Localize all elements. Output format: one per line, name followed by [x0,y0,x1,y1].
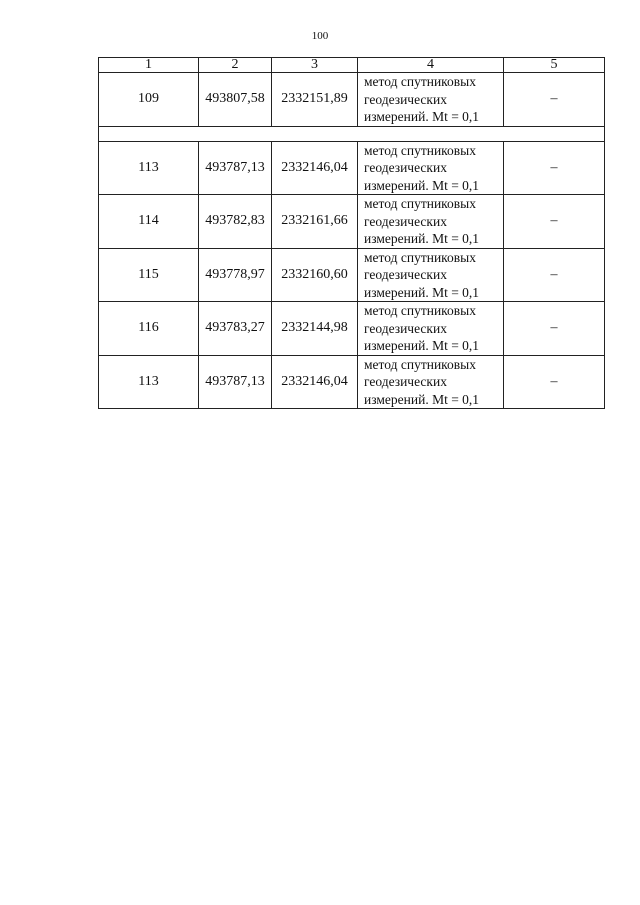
method-line: геодезических [364,374,447,389]
page-number: 100 [311,30,329,42]
note-cell: – [504,248,605,302]
empty-separator-row [99,126,605,141]
x-coordinate-cell: 493787,13 [199,141,272,195]
table-row [99,355,605,409]
method-cell [358,248,504,302]
method-cell [358,195,504,249]
method-line: измерений. Mt = 0,1 [364,391,480,407]
column-header: 4 [358,58,504,73]
method-line: геодезических [364,213,447,229]
table-header-row [99,58,605,73]
method-line: измерений. Mt = 0,1 [364,109,480,124]
y-coordinate-cell: 2332160,60 [272,248,358,302]
method-line: метод спутниковых [364,196,476,211]
column-header: 5 [504,58,605,73]
y-coordinate-cell: 2332151,89 [272,73,358,127]
x-coordinate-cell: 493778,97 [199,248,272,302]
method-line: измерений. Mt = 0,1 [364,231,480,246]
table-row [99,302,605,356]
y-coordinate-cell: 2332146,04 [272,141,358,195]
point-number-cell: 109 [99,73,199,127]
column-header: 2 [199,58,272,73]
note-cell: – [504,141,605,195]
point-number-cell: 114 [99,195,199,249]
column-header: 3 [272,58,358,73]
note-cell: – [504,195,605,249]
point-number-cell: 113 [99,355,199,409]
method-line: метод спутниковых [364,142,476,158]
method-line: геодезических [364,91,447,107]
y-coordinate-cell: 2332144,98 [272,302,358,356]
y-coordinate-cell: 2332146,04 [272,355,358,409]
point-number-cell: 115 [99,248,199,302]
column-header: 1 [99,58,199,73]
note-cell: – [504,355,605,409]
note-cell: – [504,302,605,356]
coordinates-table [98,57,605,409]
method-cell [358,73,504,127]
x-coordinate-cell: 493787,13 [199,355,272,409]
note-cell: – [504,73,605,127]
method-cell [358,355,504,409]
table-row [99,73,605,127]
method-line: измерений. Mt = 0,1 [364,284,480,300]
method-line: метод спутниковых [364,303,476,318]
empty-cell [99,126,605,141]
method-cell [358,302,504,356]
x-coordinate-cell: 493783,27 [199,302,272,356]
table-row [99,141,605,195]
method-cell [358,141,504,195]
table-row [99,248,605,302]
point-number-cell: 113 [99,141,199,195]
y-coordinate-cell: 2332161,66 [272,195,358,249]
method-line: геодезических [364,267,447,282]
method-line: измерений. Mt = 0,1 [364,177,480,193]
table-row [99,195,605,249]
x-coordinate-cell: 493782,83 [199,195,272,249]
method-line: геодезических [364,320,447,336]
method-line: измерений. Mt = 0,1 [364,338,480,353]
method-line: метод спутниковых [364,356,476,372]
method-line: метод спутниковых [364,249,476,265]
method-line: метод спутниковых [364,74,476,89]
point-number-cell: 116 [99,302,199,356]
x-coordinate-cell: 493807,58 [199,73,272,127]
method-line: геодезических [364,160,447,175]
